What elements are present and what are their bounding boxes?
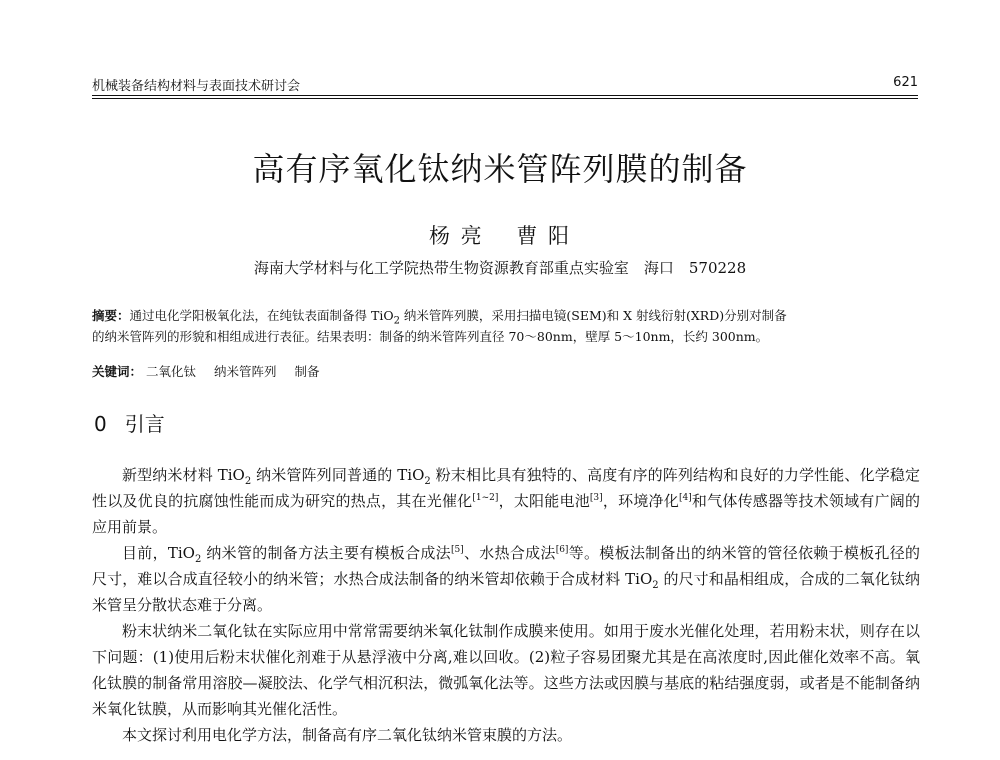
subscript: 2: [652, 580, 659, 591]
abstract: [92, 305, 918, 347]
keywords-label: 关键词：: [92, 364, 143, 379]
paragraph: 本文探讨利用电化学方法，制备高有序二氧化钛纳米管束膜的方法。: [122, 726, 573, 744]
running-head: [92, 73, 918, 95]
section-heading: [94, 408, 165, 437]
subscript: 2: [244, 476, 252, 487]
abstract-label: 摘要：: [92, 308, 130, 323]
citation: [1~2]: [472, 493, 499, 503]
keyword: 制备: [294, 364, 320, 379]
citation: [6]: [555, 545, 569, 555]
text-run: 纳米管阵列同普通的 TiO: [251, 466, 425, 484]
header-rule-thin: [92, 98, 918, 99]
author-list: [0, 220, 1000, 250]
text-run: 粉末相比具有独特的、高度有序的阵列结构和良好的力学性能、化学稳定性以及优良的抗腐蚀性能而成为研究的热点，其在光催化: [92, 466, 920, 510]
body-text: [92, 462, 920, 748]
keyword: 二氧化钛: [146, 364, 197, 379]
header-rule-thick: [92, 95, 918, 96]
text-run: ，环境净化: [602, 492, 679, 510]
affiliation: 海南大学材料与化工学院热带生物资源教育部重点实验室 海口 570228: [253, 259, 747, 277]
abstract-text: 的纳米管阵列的形貌和相组成进行表征。结果表明：制备的纳米管阵列直径 70～80nm，壁厚 5～10nm，长约 300nm。: [92, 329, 769, 344]
text-run: 和气体传感器等技术领域有广阔的应用前景。: [92, 492, 920, 536]
text-run: 的尺寸和晶相组成，合成的二氧化钛纳米管呈分散状态难于分离。: [92, 570, 920, 614]
text-run: ，太阳能电池: [498, 492, 590, 510]
text-run: 、水热合成法: [463, 544, 556, 562]
paragraph: 粉末状纳米二氧化钛在实际应用中常常需要纳米氧化钛制作成膜来使用。如用于废水光催化处理，若用粉末状，则存在以下问题：(1)使用后粉末状催化剂难于从悬浮液中分离,难以回收。(2)粒子容易团聚尤其是在高浓度时,因此催化效率不高。氧化钛膜的制备常用溶胶—凝胶法、化学气相沉积法，微弧氧化法等。这些方法或因膜与基底的粘结强度弱，或者是不能制备纳米氧化钛膜，从而影响其光催化活性。: [92, 622, 920, 718]
author-name: 曹 阳: [516, 224, 572, 248]
abstract-text: 通过电化学阳极氧化法，在纯钛表面制备得 TiO: [129, 308, 394, 323]
keyword: 纳米管阵列: [214, 364, 277, 379]
author-name: 杨 亮: [428, 224, 484, 248]
paragraph: [92, 540, 920, 618]
page-number: 621: [893, 75, 918, 90]
text-run: 纳米管的制备方法主要有模板合成法: [201, 544, 451, 562]
journal-name: 机械装备结构材料与表面技术研讨会: [92, 79, 301, 94]
citation: [3]: [589, 493, 603, 503]
paragraph: [92, 462, 920, 540]
section-number: 0: [94, 412, 107, 436]
section-title: 引言: [124, 412, 165, 436]
citation: [5]: [450, 545, 464, 555]
subscript: 2: [194, 554, 202, 565]
keywords: [92, 361, 918, 382]
text-run: 新型纳米材料 TiO: [122, 466, 245, 484]
text-run: 等。模板法制备出的纳米管的管径依赖于模板孔径的尺寸，难以合成直径较小的纳米管；水热合成法制备的纳米管却依赖于合成材料 TiO: [92, 544, 920, 588]
text-run: 目前，TiO: [122, 544, 195, 562]
citation: [4]: [678, 493, 692, 503]
paper-title: 高有序氧化钛纳米管阵列膜的制备: [252, 150, 748, 188]
subscript: 2: [424, 476, 431, 487]
subscript: 2: [393, 315, 400, 327]
abstract-text: 纳米管阵列膜，采用扫描电镜(SEM)和 X 射线衍射(XRD)分别对制备: [399, 308, 787, 323]
